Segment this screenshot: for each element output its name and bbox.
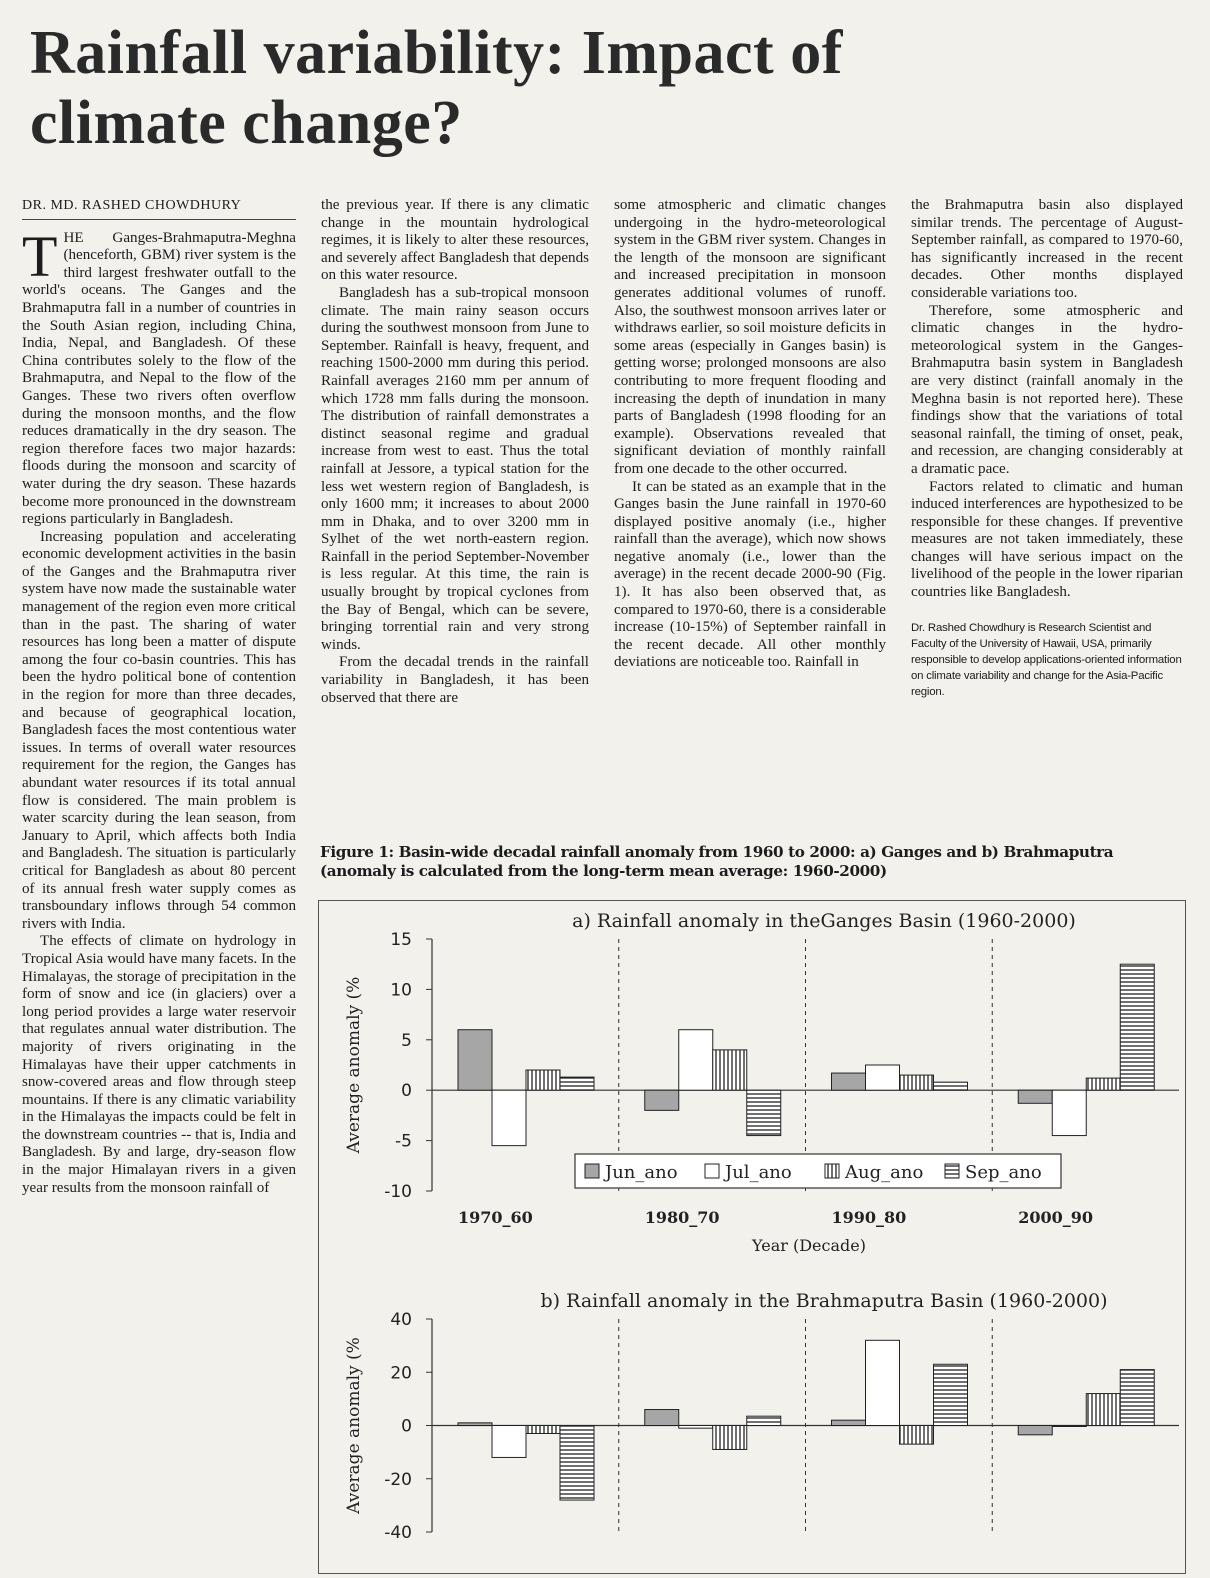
y-tick-label: -5 [395,1131,412,1152]
paragraph: Bangladesh has a sub-tropical monsoon climate. The main rainy season occurs during the southwest monsoon from June to September. Rainfall is heavy, frequent, and reaching 1500-2000 mm during this period. Rainfall averages 2160 mm per annum of which 1728 mm falls during the monsoon. The distribution of rainfall demonstrates a distinct seasonal regime and gradual increase from west to east. Thus the total rainfall at Jessore, a typical station for the less wet western region of Bangladesh, is only 1600 mm; it increases to about 2000 mm in Dhaka, and to over 3200 mm in Sylhet of the wet north-eastern region. Rainfall in the period September-November is less regular. At this time, the rain is usually brought by tropical cyclones from the Bay of Bengal, which can be severe, bringing torrential rain and very strong winds. [321,284,589,653]
y-tick-label: 0 [401,1416,412,1437]
y-tick-label: 10 [390,980,412,1001]
author-bio: Dr. Rashed Chowdhury is Research Scientist and Faculty of the University of Hawaii, USA, primarily responsible to develop applications-oriented information on climate variability and change for the Asia-Pacific region. [911,621,1182,698]
legend-label: Jul_ano [725,1162,792,1183]
bar-sep-ano-2000_90 [1120,964,1154,1090]
y-axis-label: Average anomaly (% [344,1337,364,1514]
legend-label: Sep_ano [965,1162,1042,1183]
y-tick-label: -40 [384,1523,412,1543]
bar-jun-ano-2000_90 [1018,1426,1052,1435]
bar-jul-ano-1970_60 [492,1426,526,1458]
paragraph: the Brahmaputra basin also displayed similar trends. The percentage of August-September rainfall, as compared to 1970-60, has significantly increased in the recent decades. Other months displayed considerable variations too. [911,197,1183,301]
x-tick-label: 2000_90 [1018,1208,1094,1227]
paragraph: the previous year. If there is any climatic change in the mountain hydrological regimes, it is likely to alter these resources, and severely affect Bangladesh that depends on this water resource. [321,197,589,284]
bar-jul-ano-1980_70 [679,1426,713,1429]
bar-jun-ano-1970_60 [458,1423,492,1426]
y-tick-label: -20 [384,1469,412,1490]
paragraph: Therefore, some atmospheric and climatic changes in the hydro-meteorological system in the Ganges-Brahmaputra basin system in Bangladesh are very distinct (rainfall anomaly in the Meghna basin is not reported here). These findings show that the variations of total seasonal rainfall, the timing of onset, peak, and recession, are changing considerably at a dramatic pace. [911,302,1183,477]
legend-label: Aug_ano [845,1162,924,1183]
bar-jun-ano-1990_80 [832,1420,866,1425]
bar-sep-ano-1980_70 [747,1090,781,1135]
bar-sep-ano-1990_80 [934,1082,968,1090]
bar-sep-ano-1980_70 [747,1416,781,1425]
bar-jun-ano-2000_90 [1018,1090,1052,1103]
article-headline: Rainfall variability: Impact of climate change? [30,19,843,157]
x-tick-label: 1990_80 [831,1208,907,1227]
bar-aug-ano-2000_90 [1086,1078,1120,1090]
bar-aug-ano-1980_70 [713,1426,747,1450]
bar-jul-ano-1990_80 [866,1340,900,1425]
legend-swatch [585,1164,599,1178]
bar-jun-ano-1990_80 [832,1073,866,1090]
y-tick-label: 20 [390,1363,412,1384]
figure-frame [318,900,1186,1574]
legend-swatch [825,1164,839,1178]
bar-sep-ano-1970_60 [560,1077,594,1090]
x-axis-label: Year (Decade) [752,1236,866,1255]
bar-aug-ano-1980_70 [713,1050,747,1090]
bar-jul-ano-1980_70 [679,1030,713,1090]
bar-jul-ano-1970_60 [492,1090,526,1145]
y-axis-label: Average anomaly (% [344,976,364,1154]
legend-swatch [705,1164,719,1178]
paragraph: some atmospheric and climatic changes undergoing in the hydro-meteorological system in the GBM river system. Changes in the length of the monsoon are significant and increased precipitation in monsoon generates additional volumes of runoff. Also, the southwest monsoon arrives later or withdraws earlier, so soil moisture deficits in some areas (especially in Ganges basin) is getting worse; prolonged monsoons are also contributing to more frequent flooding and increasing the depth of inundation in many parts of Bangladesh (1998 flooding for an example). Observations revealed that significant deviation of monthly rainfall from one decade to the other occurred. [614,197,886,477]
bar-sep-ano-1970_60 [560,1426,594,1501]
paragraph: From the decadal trends in the rainfall variability in Bangladesh, it has been observed that there are [321,654,589,706]
bar-sep-ano-2000_90 [1120,1370,1154,1426]
byline: DR. MD. RASHED CHOWDHURY [22,197,296,220]
dropcap: T [22,223,58,289]
rainfall-anomaly-charts [319,901,1184,1572]
legend-swatch [945,1164,959,1178]
paragraph: It can be stated as an example that in the Ganges basin the June rainfall in 1970-60 displayed positive anomaly (i.e., higher rainfall than the average), which now shows negative anomaly (i.e., lower than the average) in the recent decade 2000-90 (Fig. 1). It has also been observed that, as compared to 1970-60, there is a considerable increase (10-15%) of September rainfall in the recent decade. All other monthly deviations are noticeable too. Rainfall in [614,478,886,671]
y-tick-label: -10 [384,1182,412,1202]
bar-sep-ano-1990_80 [934,1364,968,1425]
x-tick-label: 1980_70 [644,1208,720,1227]
figure-caption: Figure 1: Basin-wide decadal rainfall anomaly from 1960 to 2000: a) Ganges and b) Brahmaputra (anomaly is calculated from the long-term mean average: 1960-2000) [320,843,1114,880]
paragraph: The effects of climate on hydrology in Tropical Asia would have many facets. In the Himalayas, the storage of precipitation in the form of snow and ice (in glaciers) over a long period provides a large water reservoir that regulates annual water distribution. The majority of rivers originating in the Himalayas have their upper catchments in snow-covered areas and flow through steep mountains. If there is any climatic variability in the Himalayas the impacts could be felt in the downstream countries -- that is, India and Bangladesh. By and large, dry-season flow in the major Himalayan rivers in a given year results from the monsoon rainfall of [22,933,296,1196]
y-tick-label: 40 [390,1310,412,1330]
chart-title: a) Rainfall anomaly in theGanges Basin (1960-2000) [572,910,1076,932]
bar-jun-ano-1970_60 [458,1030,492,1090]
chart-title: b) Rainfall anomaly in the Brahmaputra Basin (1960-2000) [540,1290,1108,1312]
bar-jul-ano-1990_80 [866,1065,900,1090]
legend-label: Jun_ano [605,1162,678,1183]
bar-jun-ano-1980_70 [645,1410,679,1426]
bar-aug-ano-1990_80 [900,1075,934,1090]
bar-jul-ano-2000_90 [1052,1090,1086,1135]
bar-aug-ano-2000_90 [1086,1394,1120,1426]
y-tick-label: 5 [401,1030,412,1051]
y-tick-label: 0 [401,1081,412,1102]
y-tick-label: 15 [390,930,412,950]
bar-aug-ano-1990_80 [900,1426,934,1445]
paragraph: Increasing population and accelerating economic development activities in the basin of the Ganges and the Brahmaputra river system have now made the sustainable water management of the region even more critical than in the past. The sharing of water resources has long been a matter of dispute among the four co-basin countries. This has been the hydro political bone of contention in the region for more than three decades, and because of geographical location, Bangladesh faces the most contentious water issues. In terms of overall water resources requirement for the region, the Ganges has abundant water resources if its total annual flow is considered. The main problem is water scarcity during the lean season, from January to April, which affects both India and Bangladesh. The situation is particularly critical for Bangladesh as about 80 percent of its annual fresh water supply comes as transboundary inflows through 54 common rivers with India. [22,528,296,932]
bar-jun-ano-1980_70 [645,1090,679,1110]
article-column-3 [614,197,886,672]
bar-jul-ano-2000_90 [1052,1426,1086,1427]
article-column-4 [911,197,1183,700]
bar-aug-ano-1970_60 [526,1070,560,1090]
bar-aug-ano-1970_60 [526,1426,560,1434]
article-column-1 [22,197,296,1197]
article-column-2 [321,197,589,707]
x-tick-label: 1970_60 [457,1208,533,1227]
paragraph: THE Ganges-Brahmaputra-Meghna (henceforth, GBM) river system is the third largest freshwater outfall to the world's oceans. The Ganges and the Brahmaputra fall in a number of countries in the South Asian region, including China, India, Nepal, and Bangladesh. Of these China contributes solely to the flow of the Brahmaputra, and Nepal to the flow of the Ganges. These two rivers often overflow during the monsoon months, and the flow reduces dramatically in the dry season. The region therefore faces two major hazards: floods during the monsoon and scarcity of water during the dry season. These hazards become more pronounced in the downstream regions particularly in Bangladesh. [22,223,296,528]
paragraph: Factors related to climatic and human induced interferences are hypothesized to be responsible for these changes. If preventive measures are not taken immediately, these changes will have serious impact on the livelihood of the people in the lower riparian countries like Bangladesh. [911,478,1183,601]
